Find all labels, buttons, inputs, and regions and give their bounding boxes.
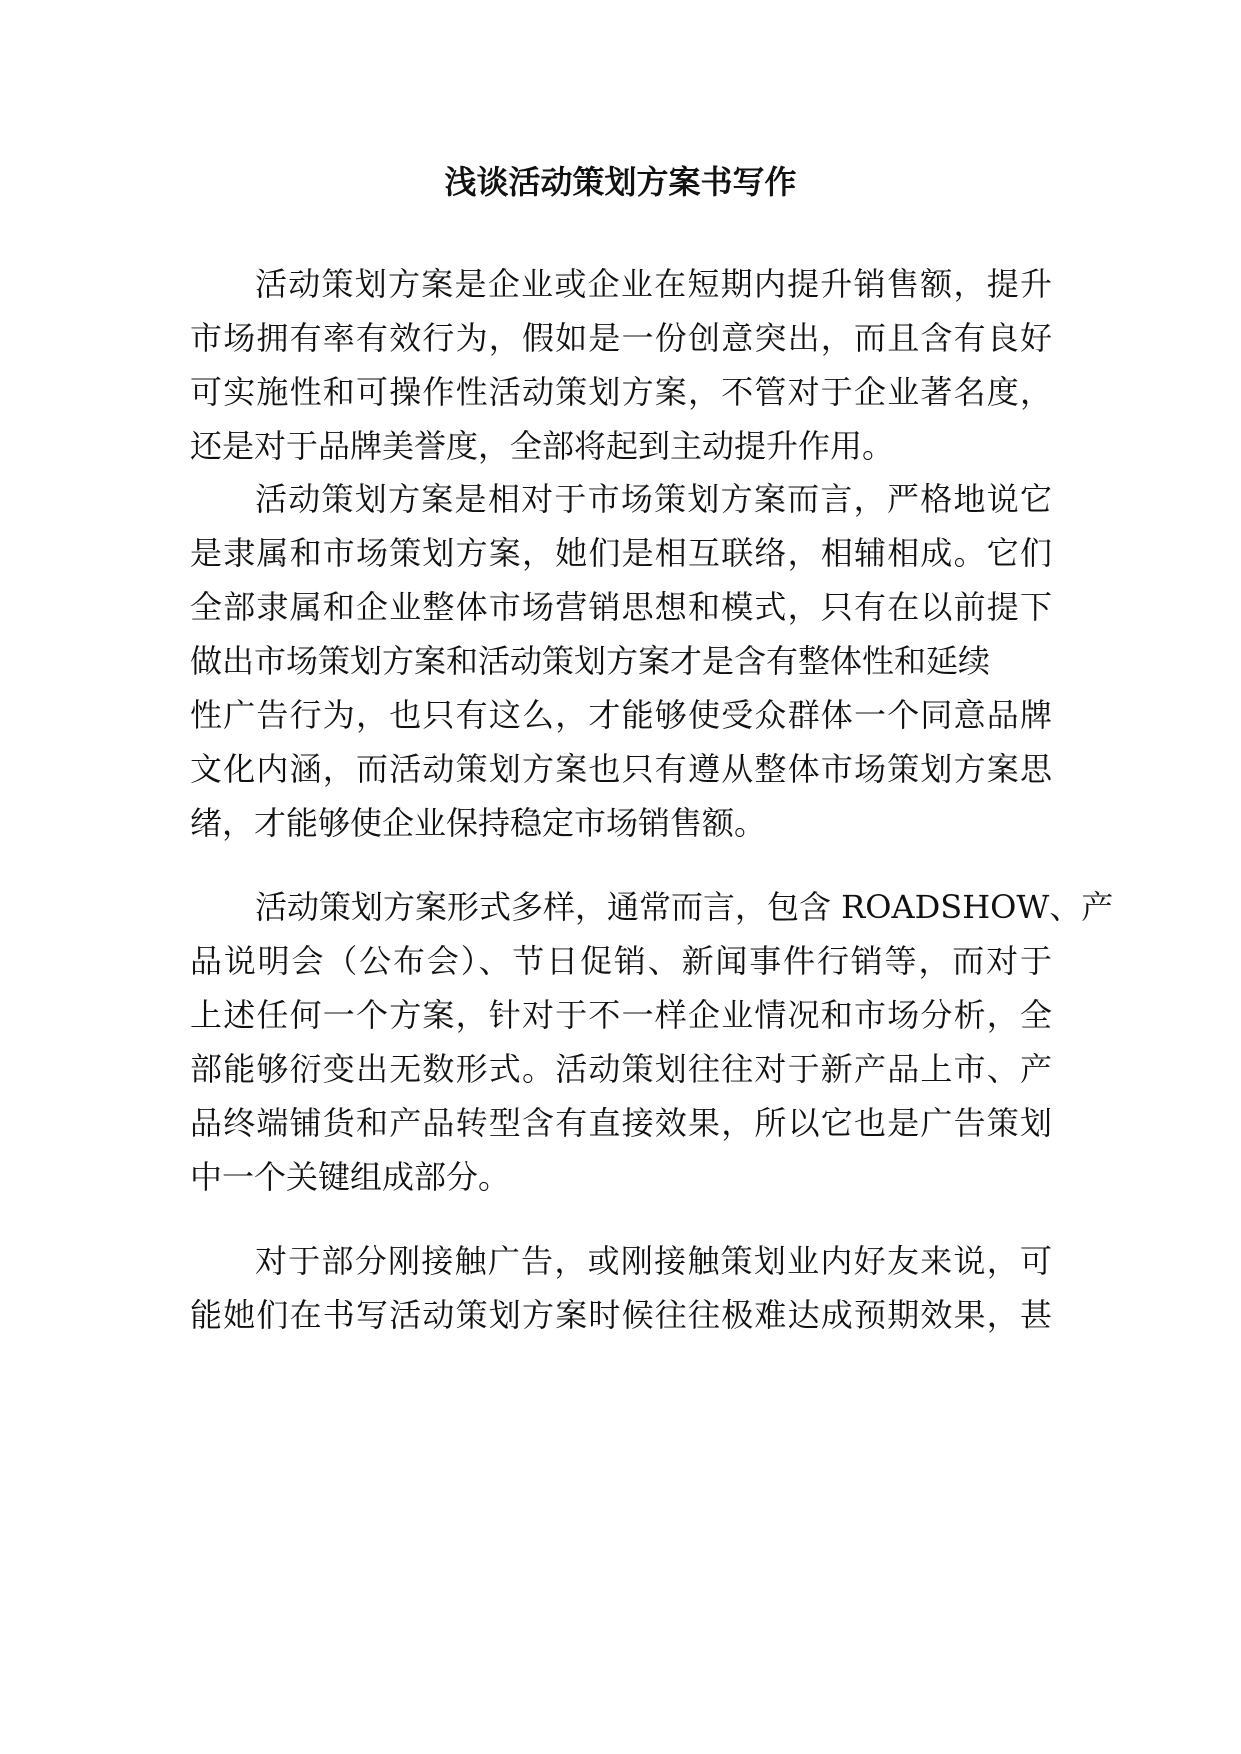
paragraph-3-line-3: 上述任何一个方案，针对于不一样企业情况和市场分析，全 <box>190 996 1052 1034</box>
paragraph-3-line-6: 中一个关键组成部分。 <box>190 1158 511 1196</box>
paragraph-1-line-4: 还是对于品牌美誉度，全部将起到主动提升作用。 <box>190 427 895 465</box>
paragraph-3-line-5: 品终端铺货和产品转型含有直接效果，所以它也是广告策划 <box>190 1104 1052 1142</box>
paragraph-1-line-2: 市场拥有率有效行为，假如是一份创意突出，而且含有良好 <box>190 319 1052 357</box>
document-title: 浅谈活动策划方案书写作 <box>444 163 797 201</box>
paragraph-2-line-1: 活动策划方案是相对于市场策划方案而言，严格地说它 <box>255 480 1052 518</box>
paragraph-2-line-5: 性广告行为，也只有这么，才能够使受众群体一个同意品牌 <box>190 696 1052 734</box>
paragraph-2-line-3: 全部隶属和企业整体市场营销思想和模式，只有在以前提下 <box>190 588 1052 626</box>
paragraph-2-line-7: 绪，才能够使企业保持稳定市场销售额。 <box>190 804 767 842</box>
paragraph-1-line-3: 可实施性和可操作性活动策划方案，不管对于企业著名度， <box>190 373 1052 411</box>
paragraph-2-line-6: 文化内涵，而活动策划方案也只有遵从整体市场策划方案思 <box>190 750 1052 788</box>
paragraph-3-line-1: 活动策划方案形式多样，通常而言，包含 ROADSHOW、产 <box>255 888 1114 926</box>
paragraph-3-line-2: 品说明会（公布会）、节日促销、新闻事件行销等，而对于 <box>190 942 1052 980</box>
paragraph-4-line-1: 对于部分刚接触广告，或刚接触策划业内好友来说，可 <box>255 1242 1052 1280</box>
paragraph-2-line-2: 是隶属和市场策划方案，她们是相互联络，相辅相成。它们 <box>190 534 1052 572</box>
paragraph-3-line-4: 部能够衍变出无数形式。活动策划往往对于新产品上市、产 <box>190 1050 1052 1088</box>
paragraph-4-line-2: 能她们在书写活动策划方案时候往往极难达成预期效果，甚 <box>190 1296 1052 1334</box>
paragraph-2-line-4: 做出市场策划方案和活动策划方案才是含有整体性和延续 <box>190 642 991 680</box>
paragraph-1-line-1: 活动策划方案是企业或企业在短期内提升销售额，提升 <box>255 265 1052 303</box>
